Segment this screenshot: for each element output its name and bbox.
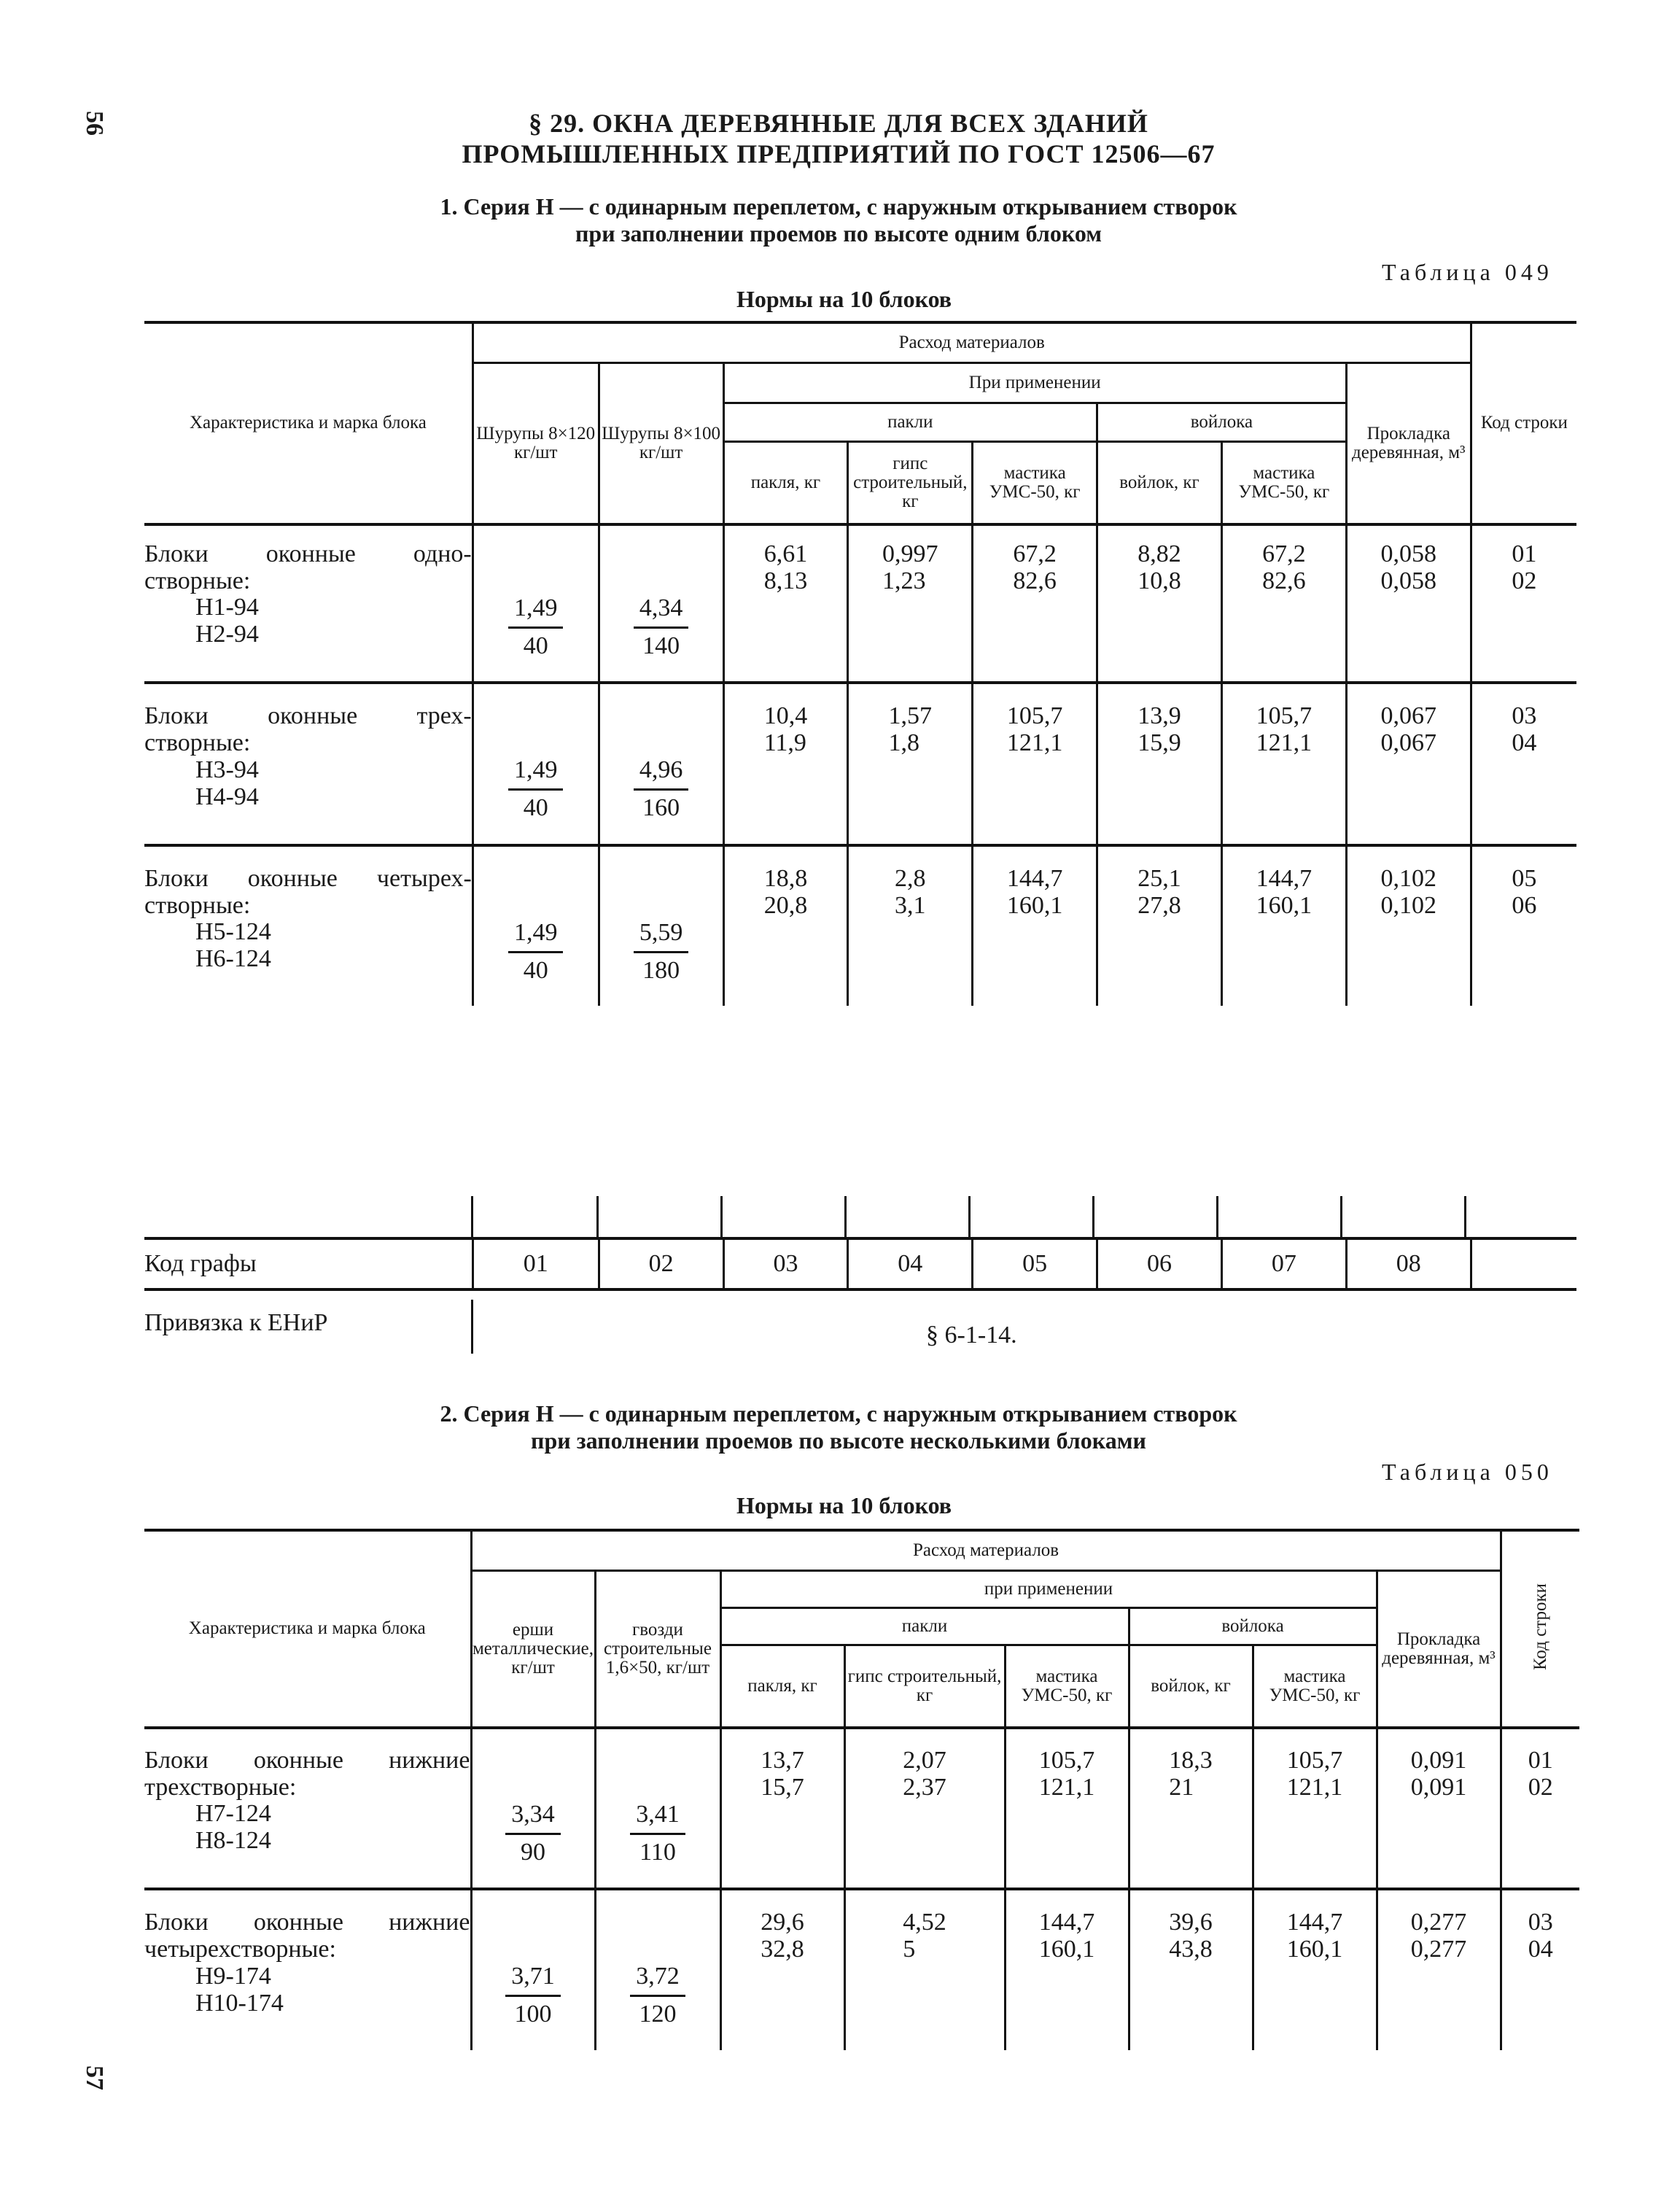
t2-g0-code: 01 02: [1528, 1747, 1553, 1801]
t2-g1-title-c: нижние: [389, 1909, 470, 1936]
t2-g1-nails: $\frac{3,72}{120}$: [630, 1963, 685, 2028]
t1-g0-c4: 0,997 1,23: [882, 540, 938, 594]
t2-g0-c3: 13,7 15,7: [761, 1747, 804, 1801]
t1-g1-title-d: створные:: [144, 729, 251, 757]
t1-g1-mark-0: Н3-94: [195, 756, 259, 783]
t1-g0-screws2: $\frac{4,34}{140}$: [634, 595, 689, 659]
t1-g2-c7: 144,7 160,1: [1256, 864, 1312, 919]
t2-h-felt: войлока: [1129, 1608, 1377, 1645]
table1-body: [144, 522, 1576, 1006]
t1-code-02: 02: [599, 1238, 723, 1289]
t2-h-mastic1: мастика УМС-50, кг: [1005, 1645, 1129, 1729]
t1-g0-code: 01 02: [1512, 540, 1537, 594]
table1-subtitle-line1: 1. Серия Н — с одинарным переплетом, с наружным открыванием створок: [440, 193, 1237, 220]
t2-h-tow-kg: пакля, кг: [720, 1645, 844, 1729]
t1-g1-c4: 1,57 1,8: [888, 702, 933, 757]
t1-g2-screws1: $\frac{1,49}{40}$: [508, 920, 564, 984]
t2-g0-ruffs: $\frac{3,34}{90}$: [505, 1801, 561, 1866]
t2-h-char: Характеристика и марка блока: [144, 1530, 471, 1728]
t1-g2-title-b: оконные: [247, 864, 338, 892]
t1-g0-title-c: одно-: [413, 540, 472, 567]
t2-g0-mark-1: Н8-124: [195, 1827, 271, 1855]
t1-code-06: 06: [1097, 1238, 1222, 1289]
t2-h-gypsum: гипс строительный, кг: [844, 1645, 1005, 1729]
t1-g0-title-d: створные:: [144, 567, 251, 594]
t1-h-code: Код строки: [1471, 322, 1576, 524]
t1-code-08: 08: [1346, 1238, 1471, 1289]
t2-h-mastic2: мастика УМС-50, кг: [1253, 1645, 1377, 1729]
t2-g0-nails: $\frac{3,41}{110}$: [630, 1801, 685, 1866]
t2-g1-code: 03 04: [1528, 1909, 1553, 1963]
t2-h-application: при применении: [720, 1571, 1377, 1608]
t2-g1-c3: 29,6 32,8: [761, 1909, 804, 1963]
t1-g0-screws1: $\frac{1,49}{40}$: [508, 595, 564, 659]
t1-g2-title-a: Блоки: [144, 864, 209, 892]
t2-g0-title-b: оконные: [253, 1747, 343, 1774]
t1-g2-code: 05 06: [1512, 864, 1537, 919]
section-title-line2: ПРОМЫШЛЕННЫХ ПРЕДПРИЯТИЙ ПО ГОСТ 12506—67: [462, 139, 1216, 168]
t2-h-code: Код строки: [1501, 1530, 1579, 1728]
t2-h-consumption: Расход материалов: [471, 1530, 1501, 1571]
t1-g1-title-c: трех-: [416, 702, 472, 730]
t1-g2-mark-0: Н5-124: [195, 918, 271, 946]
t2-h-ruffs: ерши металлические, кг/шт: [471, 1571, 595, 1729]
t2-g0-c5: 105,7 121,1: [1038, 1747, 1095, 1801]
t1-g1-c8: 0,067 0,067: [1380, 702, 1436, 757]
t1-h-tow: пакли: [723, 403, 1097, 442]
t1-row-group: [144, 845, 1576, 1006]
t1-h-consumption: Расход материалов: [472, 322, 1471, 363]
t2-row-group: [144, 1889, 1579, 2049]
table2-norms: Нормы на 10 блоков: [736, 1492, 952, 1518]
t1-row-group: [144, 522, 1576, 683]
t1-code-01: 01: [472, 1238, 599, 1289]
page-number-bottom: 57: [81, 2065, 108, 2090]
t1-g1-c7: 105,7 121,1: [1256, 702, 1312, 757]
t1-stub: [844, 1196, 847, 1237]
t1-g2-title-c: четырех-: [376, 864, 472, 892]
table2-label: Таблица 050: [1382, 1459, 1553, 1485]
t1-g1-c6: 13,9 15,9: [1138, 702, 1181, 757]
t1-g1-c3: 10,4 11,9: [763, 702, 808, 757]
t2-g0-c8: 0,091 0,091: [1410, 1747, 1467, 1801]
t1-binding-label: Привязка к ЕНиР: [144, 1309, 328, 1336]
t1-code-row: [144, 1237, 1576, 1291]
t1-h-mastic1: мастика УМС-50, кг: [973, 442, 1097, 525]
t1-h-char: Характеристика и марка блока: [144, 322, 472, 524]
table1-subtitle-line2: при заполнении проемов по высоте одним блоком: [575, 220, 1102, 247]
t1-code-04: 04: [848, 1238, 973, 1289]
t1-g1-screws2: $\frac{4,96}{160}$: [634, 757, 689, 821]
t1-g0-c3: 6,61 8,13: [763, 540, 808, 594]
t1-g0-mark-0: Н1-94: [195, 594, 259, 621]
t2-g1-title-a: Блоки: [144, 1909, 209, 1936]
table1-label: Таблица 049: [1382, 259, 1553, 285]
t1-h-gasket: Прокладка деревянная, м³: [1346, 363, 1471, 525]
t2-g0-c4: 2,07 2,37: [903, 1747, 946, 1801]
t2-h-tow: пакли: [720, 1608, 1129, 1645]
t1-g1-c5: 105,7 121,1: [1006, 702, 1063, 757]
t1-h-mastic2: мастика УМС-50, кг: [1221, 442, 1346, 525]
t1-g2-mark-1: Н6-124: [195, 945, 271, 973]
t1-g1-code: 03 04: [1512, 702, 1537, 757]
t1-g0-c8: 0,058 0,058: [1380, 540, 1436, 594]
t1-g0-mark-1: Н2-94: [195, 621, 259, 648]
t1-stub: [471, 1196, 473, 1237]
t1-stub: [1340, 1196, 1342, 1237]
table1-norms: Нормы на 10 блоков: [736, 286, 952, 312]
t2-g0-c7: 105,7 121,1: [1286, 1747, 1343, 1801]
table1-header: [144, 321, 1576, 526]
section-title: [379, 108, 1298, 169]
t2-g0-c6: 18,3 21: [1169, 1747, 1213, 1801]
t1-g2-title-d: створные:: [144, 891, 251, 919]
t2-h-felt-kg: войлок, кг: [1129, 1645, 1253, 1729]
t2-g1-c5: 144,7 160,1: [1038, 1909, 1095, 1963]
t2-row-group: [144, 1729, 1579, 1889]
t1-h-screws1: Шурупы 8×120 кг/шт: [472, 363, 599, 525]
table1-subtitle: [306, 193, 1371, 247]
t1-code-label: Код графы: [144, 1250, 257, 1277]
t1-g2-c8: 0,102 0,102: [1380, 864, 1436, 919]
t2-g1-c8: 0,277 0,277: [1410, 1909, 1467, 1963]
t1-h-felt-kg: войлок, кг: [1097, 442, 1222, 525]
t2-g1-c4: 4,52 5: [903, 1909, 946, 1963]
t2-g0-title-d: трехстворные:: [144, 1773, 297, 1801]
table2-subtitle: [306, 1400, 1371, 1454]
t2-g1-mark-1: Н10-174: [195, 1989, 284, 2017]
table2-header: [144, 1529, 1579, 1729]
t1-g2-c5: 144,7 160,1: [1006, 864, 1063, 919]
t1-g0-c7: 67,2 82,6: [1262, 540, 1306, 594]
t2-g1-c6: 39,6 43,8: [1169, 1909, 1213, 1963]
t1-g1-mark-1: Н4-94: [195, 783, 259, 810]
t1-binding-divider: [471, 1300, 473, 1354]
t1-g0-c5: 67,2 82,6: [1013, 540, 1057, 594]
table2-body: [144, 1729, 1579, 2050]
t1-h-gypsum: гипс строительный, кг: [848, 442, 973, 525]
t1-g2-c3: 18,8 20,8: [763, 864, 808, 919]
t1-stub: [1464, 1196, 1466, 1237]
t2-g1-c7: 144,7 160,1: [1286, 1909, 1343, 1963]
t2-g1-ruffs: $\frac{3,71}{100}$: [505, 1963, 561, 2028]
t1-row-group: [144, 683, 1576, 845]
t2-h-gasket: Прокладка деревянная, м³: [1377, 1571, 1501, 1729]
t1-g1-title-a: Блоки: [144, 702, 209, 730]
t1-h-screws2: Шурупы 8×100 кг/шт: [599, 363, 723, 525]
t1-g1-title-b: оконные: [268, 702, 358, 730]
t1-g2-c4: 2,8 3,1: [895, 864, 926, 919]
page-number-top: 56: [81, 111, 108, 136]
t1-stub: [596, 1196, 599, 1237]
table2-subtitle-line2: при заполнении проемов по высоте несколькими блоками: [531, 1427, 1146, 1454]
t2-g0-title-c: нижние: [389, 1747, 470, 1774]
t1-stub: [720, 1196, 723, 1237]
t1-code-07: 07: [1221, 1238, 1346, 1289]
t2-g0-title-a: Блоки: [144, 1747, 209, 1774]
table2-subtitle-line1: 2. Серия Н — с одинарным переплетом, с наружным открыванием створок: [440, 1400, 1237, 1427]
t1-h-application: При применении: [723, 363, 1346, 403]
t1-stub: [968, 1196, 971, 1237]
t1-g0-c6: 8,82 10,8: [1138, 540, 1181, 594]
t1-code-03: 03: [723, 1238, 848, 1289]
t1-g0-title-b: оконные: [265, 540, 356, 567]
t1-h-tow-kg: пакля, кг: [723, 442, 848, 525]
t2-g1-mark-0: Н9-174: [195, 1962, 271, 1990]
t2-g1-title-b: оконные: [253, 1909, 343, 1936]
t1-g0-title-a: Блоки: [144, 540, 209, 567]
t2-g1-title-d: четырехстворные:: [144, 1936, 336, 1963]
t1-g2-screws2: $\frac{5,59}{180}$: [634, 920, 689, 984]
t1-stub: [1092, 1196, 1094, 1237]
t2-h-nails: гвозди строительные 1,6×50, кг/шт: [595, 1571, 720, 1729]
t1-stub: [1216, 1196, 1218, 1237]
t1-h-felt: войлока: [1097, 403, 1347, 442]
t1-binding-value: § 6-1-14.: [926, 1322, 1017, 1349]
t1-code-05: 05: [973, 1238, 1097, 1289]
t1-g1-screws1: $\frac{1,49}{40}$: [508, 757, 564, 821]
t1-g2-c6: 25,1 27,8: [1138, 864, 1181, 919]
section-title-line1: § 29. ОКНА ДЕРЕВЯННЫЕ ДЛЯ ВСЕХ ЗДАНИЙ: [529, 109, 1148, 138]
t2-g0-mark-0: Н7-124: [195, 1800, 271, 1828]
